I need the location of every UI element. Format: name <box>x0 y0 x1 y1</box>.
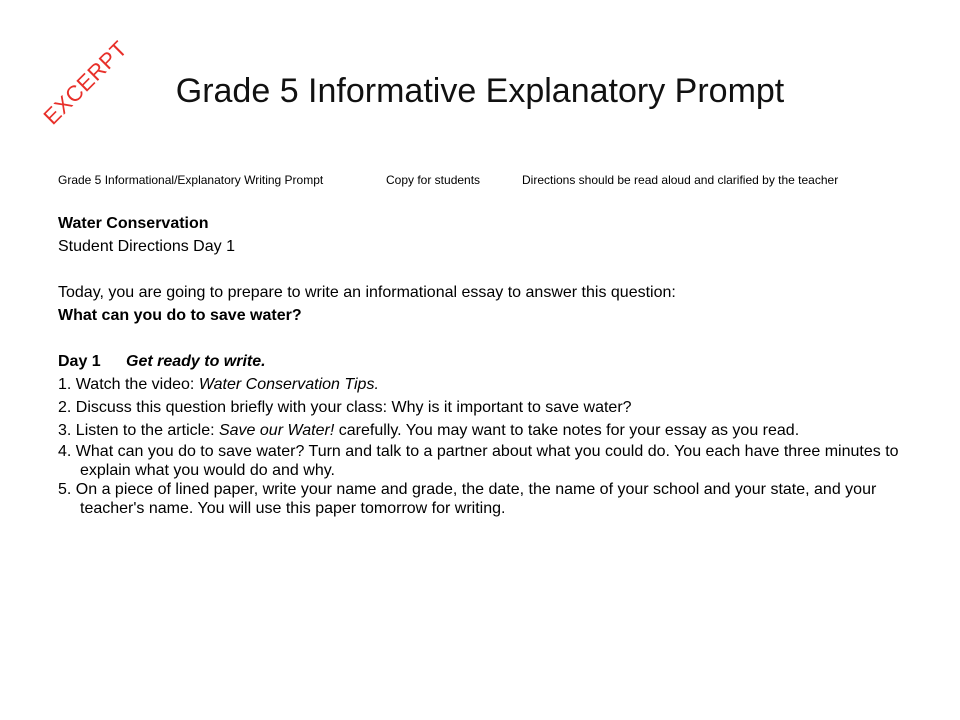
step-4: 4. What can you do to save water? Turn and talk to a partner about what you could do. You each have three minutes to explain what you would do and why. <box>58 443 899 479</box>
step-2: 2. Discuss this question briefly with your class: Why is it important to save water? <box>58 399 632 416</box>
step-3-text-end: carefully. You may want to take notes for your essay as you read. <box>334 422 800 439</box>
step-3-article-title: Save our Water! <box>218 422 335 439</box>
intro-text: Today, you are going to prepare to write an informational essay to answer this question: <box>58 284 676 301</box>
topic-heading: Water Conservation <box>58 215 209 232</box>
step-5: 5. On a piece of lined paper, write your name and grade, the date, the name of your school and your state, and your teacher's name. You will use this paper tomorrow for writing. <box>58 481 877 517</box>
header-prompt-name: Grade 5 Informational/Explanatory Writing Prompt <box>58 173 324 187</box>
day-heading <box>58 350 908 373</box>
excerpt-stamp: EXCERPT <box>38 35 133 130</box>
header-copy-note: Copy for students <box>386 173 481 187</box>
essay-question: What can you do to save water? <box>58 307 302 324</box>
header-directions-note: Directions should be read aloud and clarified by the teacher <box>522 173 839 187</box>
directions-subtitle: Student Directions Day 1 <box>58 238 235 255</box>
directions-body <box>58 212 908 518</box>
day-task: Get ready to write. <box>126 353 266 370</box>
step-1-text: 1. Watch the video: <box>58 376 199 393</box>
step-1 <box>58 373 908 396</box>
step-3-text: 3. Listen to the article: <box>58 422 219 439</box>
page-title: Grade 5 Informative Explanatory Prompt <box>175 72 785 110</box>
day-label: Day 1 <box>58 353 101 370</box>
step-3 <box>58 419 908 442</box>
prompt-header <box>58 172 838 188</box>
step-1-video-title: Water Conservation Tips. <box>198 376 379 393</box>
